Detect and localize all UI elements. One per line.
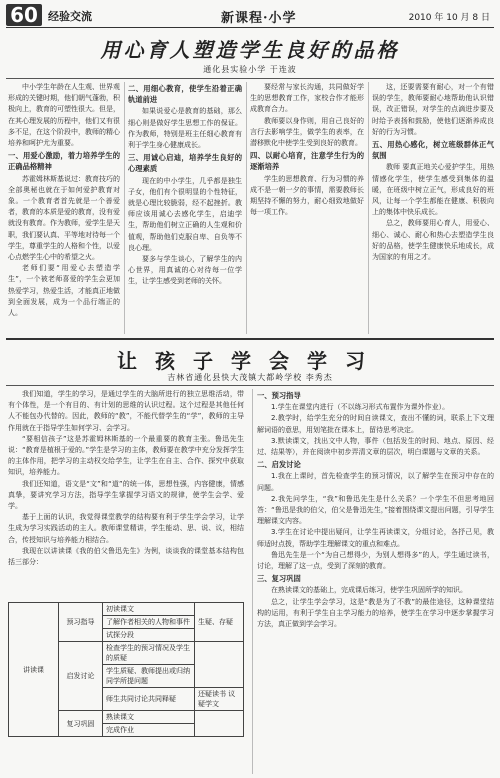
table-cell: 生疑、存疑 <box>194 603 243 642</box>
section-heading: 一、预习指导 <box>257 391 301 400</box>
paragraph: 要经常与家长沟通，共同做好学生的思想教育工作，家校合作才能形成教育合力。 <box>250 83 364 114</box>
article2-column-2 <box>252 389 494 774</box>
divider <box>6 78 494 79</box>
paragraph: 在熟读课文的基础上，完成课后练习，使学生巩固所学的知识。 <box>271 586 467 595</box>
section-heading: 三、复习巩固 <box>257 574 301 584</box>
article1-column-4 <box>368 82 494 334</box>
table-cell: 还疑读书 议疑学文 <box>194 688 243 711</box>
page-number: 60 <box>6 4 42 26</box>
article2-author: 吉林省通化县快大茂镇大都岭学校 李秀杰 <box>167 373 333 382</box>
paragraph: 总之，让学生学会学习，这是“教是为了不教”的最佳途径，这种课堂结构的运用，有利于学生自主学习能力的培养，使学生在学习中逐步掌握学习方法，真正做到学会学习。 <box>257 597 494 629</box>
paragraph: 如果说爱心是教育的基础，那么细心则是做好学生思想工作的保证。作为教师，特别是班主任细心教育有利于学生身心健康成长。 <box>128 107 242 150</box>
section-heading: 三、用诚心启迪，培养学生良好的心理素质 <box>128 153 242 174</box>
table-cell <box>194 642 243 688</box>
paragraph: 1.学生在课堂内进行（不以练习形式布置作为课外作业）。 <box>271 403 450 412</box>
section-heading: 二、用细心教育，使学生沿着正确轨道前进 <box>128 84 242 105</box>
publication-date: 2010 年 10 月 8 日 <box>408 13 490 23</box>
paragraph: 教师要以身作则，用自己良好的言行去影响学生，做学生的表率，在潜移默化中使学生受到良好的教育。 <box>250 116 364 148</box>
table-cell: 师生共同讨论共同释疑 <box>103 688 195 711</box>
divider <box>6 338 494 340</box>
paragraph: 苏霍姆林斯基说过：教育技巧的全部奥秘也就在于如何爱护教育对象。一个教育者首先就是一个善爱者，教育的本质是爱的教育，没有爱就没有教育。作为教师，爱学生是天职，我们要认真、平等地对待每一个学生，尊重学生的人格和个性，以爱心点燃学生心中的希望之火。 <box>8 174 120 262</box>
section-heading: 一、用爱心激励，着力培养学生的正确品格精神 <box>8 151 120 172</box>
paragraph: 我现在以讲读课《我的伯父鲁迅先生》为例，谈谈我的课堂基本结构包括三部分： <box>8 546 244 567</box>
article1-column-2 <box>124 82 242 334</box>
paragraph: 我们知道，学生的学习，是通过学生的大脑所进行的独立思维活动，带有个体性，是一个有目的、有计划的思维的认识过程。这个过程是其他任何人不能包办代替的。因此，教师的“教”，不能代替学生的“学”，教师的主导作用就在于指导学生如何学习、会学习。 <box>8 390 244 432</box>
section-heading: 二、启发讨论 <box>257 460 301 470</box>
table-cell <box>194 711 243 737</box>
paragraph: 1.我在上课时，首先检查学生的预习情况，以了解学生在预习中存在的问题。 <box>257 472 494 492</box>
article1-column-1 <box>8 82 120 334</box>
paragraph: 现在的中小学生，几乎都是独生子女，他们有个很明显的个性特征，就是心理比较脆弱，经不起挫折。教师应该用诚心去感化学生，启迪学生，帮助他们树立正确的人生观和价值观，帮助他们克服自卑、自负等不良心理。 <box>128 176 242 252</box>
paragraph: 3.默读课文，找出文中人物，事件（包括发生的时间、地点、原因、经过、结果等），并在阅读中初步弄清文章的层次，明白课题与文章的关系。 <box>257 436 494 457</box>
page-header <box>6 4 494 28</box>
paragraph: 2.教学时，给学生充分的时间自读课文，查出不懂的词，联系上下文理解词语的意思，用划笔批在课本上，留待思考决定。 <box>257 414 494 434</box>
paragraph: 基于上面的认识，我觉得课堂教学的结构要有利于学生学会学习，让学生成为学习实践活动的主人。教师课堂精讲，学生能动、思、说、议，相结合，传授知识与培养能力相结合。 <box>8 513 244 544</box>
paragraph: 这，还要需要有耐心，对一个有错误的学生，教师要耐心地帮助他认识错误，改正错误，对学生的点滴进步要及时给予表扬和鼓励，使他们逐渐养成良好的行为习惯。 <box>372 83 494 136</box>
section-name: 经验交流 <box>48 10 92 23</box>
paragraph: 3.学生在讨论中提出疑问，让学生再读课文，分组讨论，各抒己见，教师适时点拨，帮助学生理解课文的重点和难点。 <box>257 528 494 548</box>
table-cell: 完成作业 <box>103 724 195 737</box>
paragraph: 我们还知道，语文是“文”和“道”的统一体，思想性强，内容健康，情感真挚，要讲究学习方法，指导学生掌握学习语文的规律，使学生会学、爱学。 <box>8 479 244 511</box>
lesson-structure-table <box>8 602 244 737</box>
article2-title: 让孩子学会学习 <box>117 349 383 373</box>
table-cell-step: 启发讨论 <box>59 642 103 711</box>
table-cell-step: 复习巩固 <box>59 711 103 737</box>
paragraph: 要多与学生谈心，了解学生的内心世界，用真诚的心对待每一位学生，让学生感受到老师的关怀。 <box>128 255 242 286</box>
table-cell-step: 预习指导 <box>59 603 103 642</box>
paragraph: “要相信孩子”这是苏霍姆林斯基的一个最重要的教育主张。鲁迅先生说：“教育是植根于爱的。”学生是学习的主体，教师要在教学中充分发挥学生的主体作用，把学习的主动权交给学生，让学生在自主、合作、探究中获取知识，培养能力。 <box>8 434 244 477</box>
paragraph: 老师们要“用爱心去塑造学生”，一个被老师喜爱的学生会更加热爱学习，热爱生活，才能真正地做到全面发展，成为一个品行端正的人。 <box>8 264 120 318</box>
article2-column-1 <box>8 389 244 599</box>
table-cell-stage: 讲读课 <box>9 603 59 737</box>
table-cell: 初读课文 <box>103 603 195 616</box>
newspaper-name: 新课程·小学 <box>221 11 297 26</box>
article1-author: 通化县实验小学 于连波 <box>203 65 297 74</box>
table-cell: 学生质疑、教师提出或归纳同学所提问题 <box>103 665 195 688</box>
paragraph: 学生的思想教育、行为习惯的养成不是一朝一夕的事情，需要教师长期坚持不懈的努力，耐心细致地做好每一项工作。 <box>250 174 364 217</box>
paragraph: 教师 要真正地关心爱护学生，用热情感化学生，使学生感受到集体的温暖，在班级中树立正气，形成良好的班风，让每一个学生都能在健康、积极向上的集体中快乐成长。 <box>372 163 494 217</box>
article1-column-3 <box>246 82 364 334</box>
paragraph: 中小学生年龄在人生观、世界观形成的关键时期，他们朝气蓬勃，积极向上，教育的可塑性很大。但是，在其心理发展的历程中，他们又有很多不足，在这个阶段中，教师的精心培养和呵护尤为重要。 <box>8 83 120 148</box>
paragraph: 总之，教师要用心育人，用爱心、细心、诚心、耐心和热心去塑造学生良好的品格，使学生健康快乐地成长，成为国家的有用之才。 <box>372 219 494 262</box>
article1-title: 用心育人塑造学生良好的品格 <box>100 38 400 62</box>
table-cell: 熟读课文 <box>103 711 195 724</box>
divider <box>6 385 494 386</box>
table-cell: 了解作者相关的人物和事件 <box>103 616 195 629</box>
section-heading: 四、以耐心培育，注意学生行为的逐渐培养 <box>250 151 364 172</box>
table-cell: 试探分段 <box>103 629 195 642</box>
table-row <box>9 603 244 616</box>
table-cell: 检查学生的预习情况及学生的质疑 <box>103 642 195 665</box>
section-heading: 五、用热心感化，树立班级群体正气氛围 <box>372 140 494 161</box>
paragraph: 2.我先问学生，“我”和鲁迅先生是什么关系？一个学生不但思考地回答：“鲁迅是我的伯父，伯父是鲁迅先生，”接着围绕课文提出问题，引导学生理解课文内容。 <box>257 494 494 526</box>
paragraph: 鲁迅先生是一个“为自己想得少，为别人想得多”的人，学生通过读书，讨论，理解了这一点，受到了深刻的教育。 <box>257 550 494 571</box>
